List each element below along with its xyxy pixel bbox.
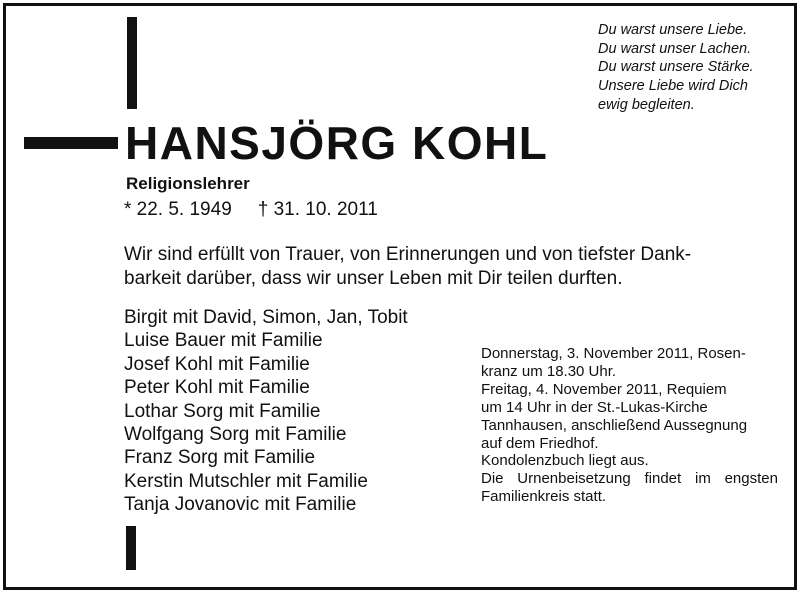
service-info	[481, 345, 778, 506]
service-line: Freitag, 4. November 2011, Requiem	[481, 380, 727, 398]
deceased-name: HANSJÖRG KOHL	[125, 117, 549, 169]
service-word: engsten	[724, 470, 778, 488]
service-line: Kondolenzbuch liegt aus.	[481, 452, 649, 470]
mourner: Franz Sorg mit Familie	[124, 447, 316, 469]
service-word: findet	[644, 470, 682, 488]
mourner: Josef Kohl mit Familie	[124, 353, 310, 375]
service-line: Familienkreis statt.	[481, 488, 607, 506]
cross-bottom-bar	[126, 526, 136, 570]
profession: Religionslehrer	[126, 174, 250, 193]
life-dates	[124, 199, 378, 221]
service-line	[481, 470, 778, 488]
service-line: auf dem Friedhof.	[481, 434, 599, 452]
intro-line: Wir sind erfüllt von Trauer, von Erinnerungen und von tiefster Dank-	[124, 244, 692, 265]
poem	[598, 21, 754, 115]
service-line: kranz um 18.30 Uhr.	[481, 362, 617, 380]
intro-line: barkeit darüber, dass wir unser Leben mit Dir teilen durften.	[124, 268, 623, 289]
mourner: Peter Kohl mit Familie	[124, 377, 310, 399]
service-line: um 14 Uhr in der St.-Lukas-Kirche	[481, 398, 708, 416]
mourner: Luise Bauer mit Familie	[124, 330, 323, 352]
mourner: Tanja Jovanovic mit Familie	[124, 494, 357, 516]
mourner: Birgit mit David, Simon, Jan, Tobit	[124, 307, 408, 328]
mourner: Wolfgang Sorg mit Familie	[124, 424, 347, 446]
mourners-list	[124, 306, 408, 517]
poem-line: Du warst unsere Liebe.	[598, 22, 748, 38]
death-date: † 31. 10. 2011	[257, 199, 378, 220]
birth-date: * 22. 5. 1949	[124, 199, 232, 220]
service-line: Donnerstag, 3. November 2011, Rosen-	[481, 345, 746, 362]
poem-line: Unsere Liebe wird Dich	[598, 78, 748, 95]
service-word: Urnenbeisetzung	[517, 470, 631, 488]
mourner: Lothar Sorg mit Familie	[124, 400, 321, 422]
service-word: im	[694, 470, 711, 488]
service-line: Tannhausen, anschließend Aussegnung	[481, 416, 748, 434]
poem-line: Du warst unsere Stärke.	[598, 59, 754, 76]
poem-line: Du warst unser Lachen.	[598, 40, 752, 57]
intro-text	[124, 243, 691, 291]
cross-top-bar	[127, 17, 137, 109]
mourner: Kerstin Mutschler mit Familie	[124, 470, 368, 492]
cross-left-bar	[24, 137, 118, 149]
poem-line: ewig begleiten.	[598, 96, 695, 113]
service-word: Die	[481, 470, 504, 488]
